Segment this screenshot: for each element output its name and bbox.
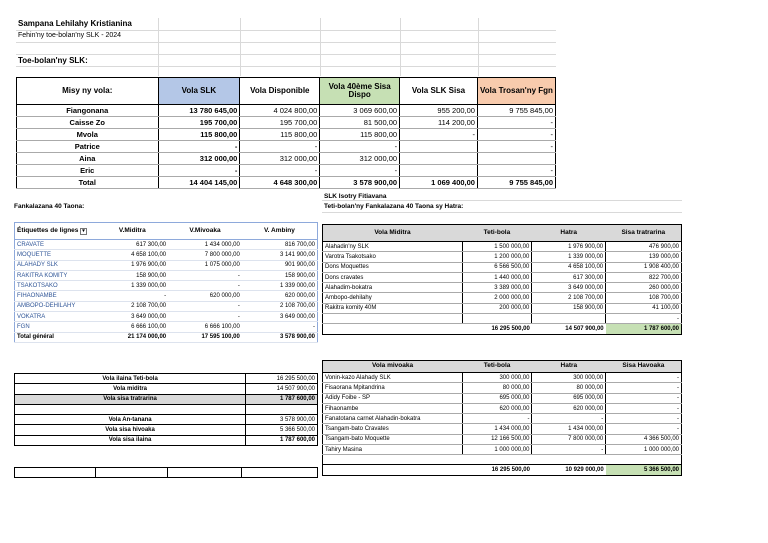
expense-cell: 695 000,00 — [532, 393, 606, 403]
totals-row — [15, 404, 318, 414]
summary-cell — [400, 141, 478, 153]
summary-cell: 4 024 800,00 — [240, 105, 320, 117]
pivot-total-label: Total général — [15, 332, 97, 342]
expense-row-label: Fisaorana Mpitandrina — [323, 383, 463, 393]
expense-total-cell: 16 295 500,00 — [491, 467, 530, 474]
pivot-row-label: RAKITRA KOMITY — [15, 270, 97, 280]
totals-box-spacer — [14, 467, 318, 478]
filter-dropdown-icon[interactable]: ▾ — [82, 227, 85, 234]
income-cell: 4 658 100,00 — [532, 262, 606, 272]
expense-cell: 1 434 000,00 — [462, 424, 532, 434]
totals-label: Vola sisa hivoaka — [15, 425, 246, 435]
summary-cell: 312 000,00 — [320, 153, 400, 165]
pivot-total-cell: 3 578 900,00 — [242, 332, 318, 342]
pivot-cell: 816 700,00 — [242, 240, 318, 250]
totals-label: Vola ilaina Teti-bola — [15, 374, 246, 384]
pivot-total-cell: 17 595 100,00 — [168, 332, 242, 342]
summary-cell: 13 780 645,00 — [158, 105, 240, 117]
income-cell: 108 700,00 — [606, 293, 682, 303]
income-cell: 1 440 000,00 — [462, 272, 532, 282]
income-total-row — [323, 324, 682, 334]
income-total-cell: 16 295 500,00 — [491, 326, 530, 333]
pivot-row — [15, 301, 318, 311]
income-cell: 260 000,00 — [606, 283, 682, 293]
pivot-row-label: CRAVATE — [15, 240, 97, 250]
income-cell — [532, 314, 606, 324]
summary-cell: 81 500,00 — [320, 117, 400, 129]
totals-body — [15, 374, 318, 446]
pivot-cell: 158 900,00 — [96, 270, 168, 280]
income-row-label: Alahadin'ny SLK — [323, 242, 463, 252]
income-col-header: Vola Miditra — [374, 228, 411, 236]
totals-box — [14, 373, 318, 446]
summary-row-label: Eric — [17, 165, 159, 177]
expense-cell: - — [606, 403, 682, 413]
summary-cell: - — [477, 117, 555, 129]
summary-cell: 312 000,00 — [158, 153, 240, 165]
expense-row — [323, 434, 682, 444]
pivot-row-label: AMBOPO-DEHILAHY — [15, 301, 97, 311]
pivot-cell: - — [96, 291, 168, 301]
section-title: Toe-bolan'ny SLK: — [18, 56, 88, 65]
pivot-header-label: Étiquettes de lignes — [17, 226, 79, 234]
summary-cell: 195 700,00 — [158, 117, 240, 129]
expense-total-cell: 10 929 000,00 — [565, 467, 604, 474]
income-row-label — [323, 314, 463, 324]
totals-value — [246, 404, 318, 414]
income-cell: 41 100,00 — [606, 303, 682, 313]
expense-cell: 80 000,00 — [462, 383, 532, 393]
pivot-cell: 6 666 100,00 — [168, 322, 242, 332]
summary-col-header: Vola Trosan'ny Fgn — [477, 78, 555, 105]
expense-row — [323, 424, 682, 434]
summary-cell: 115 800,00 — [240, 129, 320, 141]
pivot-row-label: TSAKOTSAKO — [15, 281, 97, 291]
pivot-header-row — [15, 223, 318, 240]
totals-value: 5 366 500,00 — [246, 425, 318, 435]
totals-value: 16 295 500,00 — [246, 374, 318, 384]
summary-col-header: Misy ny vola: — [17, 78, 159, 105]
income-cell: 2 000 000,00 — [462, 293, 532, 303]
pivot-total-row — [15, 332, 318, 342]
expense-row — [323, 383, 682, 393]
totals-row — [15, 374, 318, 384]
income-cell: 476 900,00 — [606, 242, 682, 252]
expense-cell: 620 000,00 — [532, 403, 606, 413]
summary-cell: - — [240, 141, 320, 153]
totals-value: 1 787 600,00 — [246, 435, 318, 445]
pivot-row — [15, 240, 318, 250]
income-col-header: Sisa tratrarina — [621, 228, 666, 236]
summary-cell: 114 200,00 — [400, 117, 478, 129]
income-cell — [462, 314, 532, 324]
expense-cell: 1 000 000,00 — [462, 445, 532, 455]
summary-col-header: Vola SLK Sisa — [400, 78, 478, 105]
totals-label — [15, 404, 246, 414]
summary-row-label: Fiangonana — [17, 105, 159, 117]
expense-col-header: Vola mivoaka — [372, 362, 414, 370]
income-row-label: Dons Moquettes — [323, 262, 463, 272]
pivot-cell: 2 108 700,00 — [242, 301, 318, 311]
income-cell: - — [606, 314, 682, 324]
pivot-table — [14, 222, 318, 343]
summary-cell: - — [240, 165, 320, 177]
income-row — [323, 293, 682, 303]
income-cell: 1 908 400,00 — [606, 262, 682, 272]
pivot-body — [15, 240, 318, 333]
pivot-cell: - — [168, 281, 242, 291]
pivot-col-header: V.Miditra — [118, 226, 146, 234]
pivot-cell: 2 108 700,00 — [96, 301, 168, 311]
expense-row — [323, 403, 682, 413]
summary-col-header: Vola SLK — [158, 78, 240, 105]
pivot-row — [15, 270, 318, 280]
summary-cell: 115 800,00 — [158, 129, 240, 141]
expense-cell: - — [462, 414, 532, 424]
income-cell: 200 000,00 — [462, 303, 532, 313]
summary-cell: 115 800,00 — [320, 129, 400, 141]
pivot-row — [15, 260, 318, 270]
totals-value: 14 507 900,00 — [246, 384, 318, 394]
summary-cell: 312 000,00 — [240, 153, 320, 165]
summary-row — [17, 177, 556, 189]
pivot-row — [15, 322, 318, 332]
summary-col-header: Vola Disponible — [240, 78, 320, 105]
expense-cell: 12 166 500,00 — [462, 434, 532, 444]
summary-cell: 3 578 900,00 — [320, 177, 400, 189]
summary-cell — [477, 153, 555, 165]
summary-row — [17, 153, 556, 165]
expense-cell: 80 000,00 — [532, 383, 606, 393]
pivot-cell: - — [168, 301, 242, 311]
pivot-row — [15, 250, 318, 260]
pivot-row-label: MOQUETTE — [15, 250, 97, 260]
expense-cell: 695 000,00 — [462, 393, 532, 403]
expense-row-label: Fihaonambe — [323, 403, 463, 413]
expense-row-label: Vonin-kazo Alahady SLK — [323, 373, 463, 383]
summary-row — [17, 129, 556, 141]
summary-table — [16, 77, 556, 189]
expense-cell: - — [606, 383, 682, 393]
summary-cell: 4 648 300,00 — [240, 177, 320, 189]
expense-cell: - — [606, 414, 682, 424]
expense-row-label: Tsangam-bato Cravates — [323, 424, 463, 434]
summary-row-label: Caisse Zo — [17, 117, 159, 129]
totals-label: Vola miditra — [15, 384, 246, 394]
summary-cell — [400, 153, 478, 165]
pivot-cell: 1 339 000,00 — [96, 281, 168, 291]
summary-cell: 14 404 145,00 — [158, 177, 240, 189]
expense-cell: 620 000,00 — [462, 403, 532, 413]
income-cell: 3 649 000,00 — [532, 283, 606, 293]
expense-row-label: Fanatotana carnet Alahadin-bokatra — [323, 414, 463, 424]
expense-row — [323, 393, 682, 403]
summary-cell: - — [320, 165, 400, 177]
income-cell: 158 900,00 — [532, 303, 606, 313]
expense-table — [322, 360, 682, 476]
summary-row-label: Aina — [17, 153, 159, 165]
income-col-header: Teti-bola — [483, 228, 511, 236]
summary-cell: 9 755 845,00 — [477, 105, 555, 117]
pivot-col-header: V.Mivoaka — [189, 226, 221, 234]
income-subtitle: Teti-bolan'ny Fankalazana 40 Taona sy Hatra: — [324, 203, 464, 210]
pivot-cell: 3 141 900,00 — [242, 250, 318, 260]
expense-cell: 300 000,00 — [532, 373, 606, 383]
summary-cell: - — [158, 141, 240, 153]
expense-cell: 1 434 000,00 — [532, 424, 606, 434]
summary-row-label: Patrice — [17, 141, 159, 153]
pivot-cell: 1 339 000,00 — [242, 281, 318, 291]
expense-cell: - — [606, 373, 682, 383]
expense-col-header: Sisa Havoaka — [622, 362, 665, 370]
pivot-cell: 901 900,00 — [242, 260, 318, 270]
totals-label: Vola An-tanana — [15, 415, 246, 425]
income-col-header: Hatra — [560, 228, 578, 236]
summary-row — [17, 141, 556, 153]
income-total-label — [323, 324, 463, 334]
pivot-row — [15, 291, 318, 301]
income-cell: 1 339 000,00 — [532, 252, 606, 262]
pivot-cell: - — [168, 270, 242, 280]
summary-cell: - — [477, 141, 555, 153]
income-total-cell: 1 787 600,00 — [606, 324, 682, 334]
expense-cell: 1 000 000,00 — [606, 445, 682, 455]
expense-cell: - — [606, 393, 682, 403]
summary-row — [17, 117, 556, 129]
expense-row — [323, 445, 682, 455]
pivot-cell: - — [242, 322, 318, 332]
pivot-cell: 6 666 100,00 — [96, 322, 168, 332]
summary-cell: 9 755 845,00 — [477, 177, 555, 189]
expense-body — [323, 373, 682, 455]
expense-header-row — [323, 361, 682, 373]
expense-row-label: Tsangam-bato Moquette — [323, 434, 463, 444]
income-row-label: Ambopo-dehilahy — [323, 293, 463, 303]
income-cell: 617 300,00 — [532, 272, 606, 282]
pivot-cell: 1 976 900,00 — [96, 260, 168, 270]
totals-value: 3 578 900,00 — [246, 415, 318, 425]
expense-row — [323, 373, 682, 383]
income-cell: 6 566 500,00 — [462, 262, 532, 272]
income-row-label: Alahadim-bokatra — [323, 283, 463, 293]
income-row — [323, 262, 682, 272]
totals-row — [15, 425, 318, 435]
totals-row — [15, 435, 318, 445]
income-cell: 139 000,00 — [606, 252, 682, 262]
owner-name: Sampana Lehilahy Kristianina — [18, 19, 132, 28]
totals-value: 1 787 600,00 — [246, 394, 318, 404]
expense-row-label: Adidy Foibe - SP — [323, 393, 463, 403]
income-cell: 822 700,00 — [606, 272, 682, 282]
income-cell: 1 976 900,00 — [532, 242, 606, 252]
income-body — [323, 242, 682, 324]
expense-col-header: Teti-bola — [483, 362, 511, 370]
summary-cell: - — [320, 141, 400, 153]
pivot-cell: 617 300,00 — [96, 240, 168, 250]
pivot-cell: 1 434 000,00 — [168, 240, 242, 250]
pivot-row-label: FIHAONAMBE — [15, 291, 97, 301]
expense-col-header: Hatra — [560, 362, 578, 370]
pivot-cell: 1 075 000,00 — [168, 260, 242, 270]
pivot-cell: 7 800 000,00 — [168, 250, 242, 260]
summary-body — [17, 105, 556, 189]
income-cell: 2 108 700,00 — [532, 293, 606, 303]
summary-col-header: Vola 40ème Sisa Dispo — [320, 78, 400, 105]
pivot-row-label: FGN — [15, 322, 97, 332]
pivot-total-cell: 21 174 000,00 — [96, 332, 168, 342]
income-row — [323, 272, 682, 282]
pivot-col-header: V. Ambiny — [263, 226, 295, 234]
expense-total-label — [323, 465, 463, 475]
pivot-cell: - — [168, 312, 242, 322]
expense-total-row — [323, 465, 682, 475]
income-table — [322, 224, 682, 335]
pivot-cell: 158 900,00 — [242, 270, 318, 280]
pivot-row-label: ALAHADY SLK — [15, 260, 97, 270]
income-total-cell: 14 507 900,00 — [565, 326, 604, 333]
pivot-title: Fankalazana 40 Taona: — [14, 203, 85, 210]
pivot-row — [15, 312, 318, 322]
income-row — [323, 252, 682, 262]
pivot-cell: 3 649 000,00 — [96, 312, 168, 322]
income-row-label: Dons cravates — [323, 272, 463, 282]
income-row — [323, 283, 682, 293]
pivot-cell: 3 649 000,00 — [242, 312, 318, 322]
summary-cell — [400, 165, 478, 177]
income-row-label: Rakitra komity 40M — [323, 303, 463, 313]
pivot-cell: 620 000,00 — [242, 291, 318, 301]
expense-cell: 4 366 500,00 — [606, 434, 682, 444]
income-row — [323, 242, 682, 252]
summary-cell: 195 700,00 — [240, 117, 320, 129]
pivot-row-label: VOKATRA — [15, 312, 97, 322]
totals-row — [15, 415, 318, 425]
totals-label: Vola sisa tratrarina — [15, 394, 246, 404]
totals-label: Vola sisa ilaina — [15, 435, 246, 445]
expense-cell: 7 800 000,00 — [532, 434, 606, 444]
pivot-row — [15, 281, 318, 291]
summary-row — [17, 165, 556, 177]
summary-cell: - — [477, 165, 555, 177]
expense-cell: - — [606, 424, 682, 434]
income-cell: 3 389 000,00 — [462, 283, 532, 293]
income-cell: 1 500 000,00 — [462, 242, 532, 252]
summary-header-row — [17, 78, 556, 105]
income-row — [323, 314, 682, 324]
income-cell: 1 200 000,00 — [462, 252, 532, 262]
totals-row — [15, 384, 318, 394]
income-title: SLK Isotry Fitiavana — [324, 193, 387, 200]
pivot-row-labels-header[interactable] — [15, 223, 97, 240]
income-row-label: Varotra Tsakotsako — [323, 252, 463, 262]
summary-cell: - — [158, 165, 240, 177]
expense-row-label: Tahiry Masina — [323, 445, 463, 455]
summary-cell: - — [400, 129, 478, 141]
expense-cell: - — [532, 414, 606, 424]
totals-row — [15, 394, 318, 404]
summary-row-label: Total — [17, 177, 159, 189]
income-row — [323, 303, 682, 313]
expense-row — [323, 414, 682, 424]
summary-cell: 1 069 400,00 — [400, 177, 478, 189]
summary-cell: - — [477, 129, 555, 141]
pivot-cell: 4 658 100,00 — [96, 250, 168, 260]
expense-total-cell: 5 366 500,00 — [606, 465, 682, 475]
pivot-cell: 620 000,00 — [168, 291, 242, 301]
expense-cell: - — [532, 445, 606, 455]
expense-cell: 300 000,00 — [462, 373, 532, 383]
report-subtitle: Fehin'ny toe-bolan'ny SLK - 2024 — [18, 32, 122, 39]
summary-cell: 3 069 600,00 — [320, 105, 400, 117]
summary-cell: 955 200,00 — [400, 105, 478, 117]
summary-row — [17, 105, 556, 117]
income-header-row — [323, 225, 682, 242]
summary-row-label: Mvola — [17, 129, 159, 141]
